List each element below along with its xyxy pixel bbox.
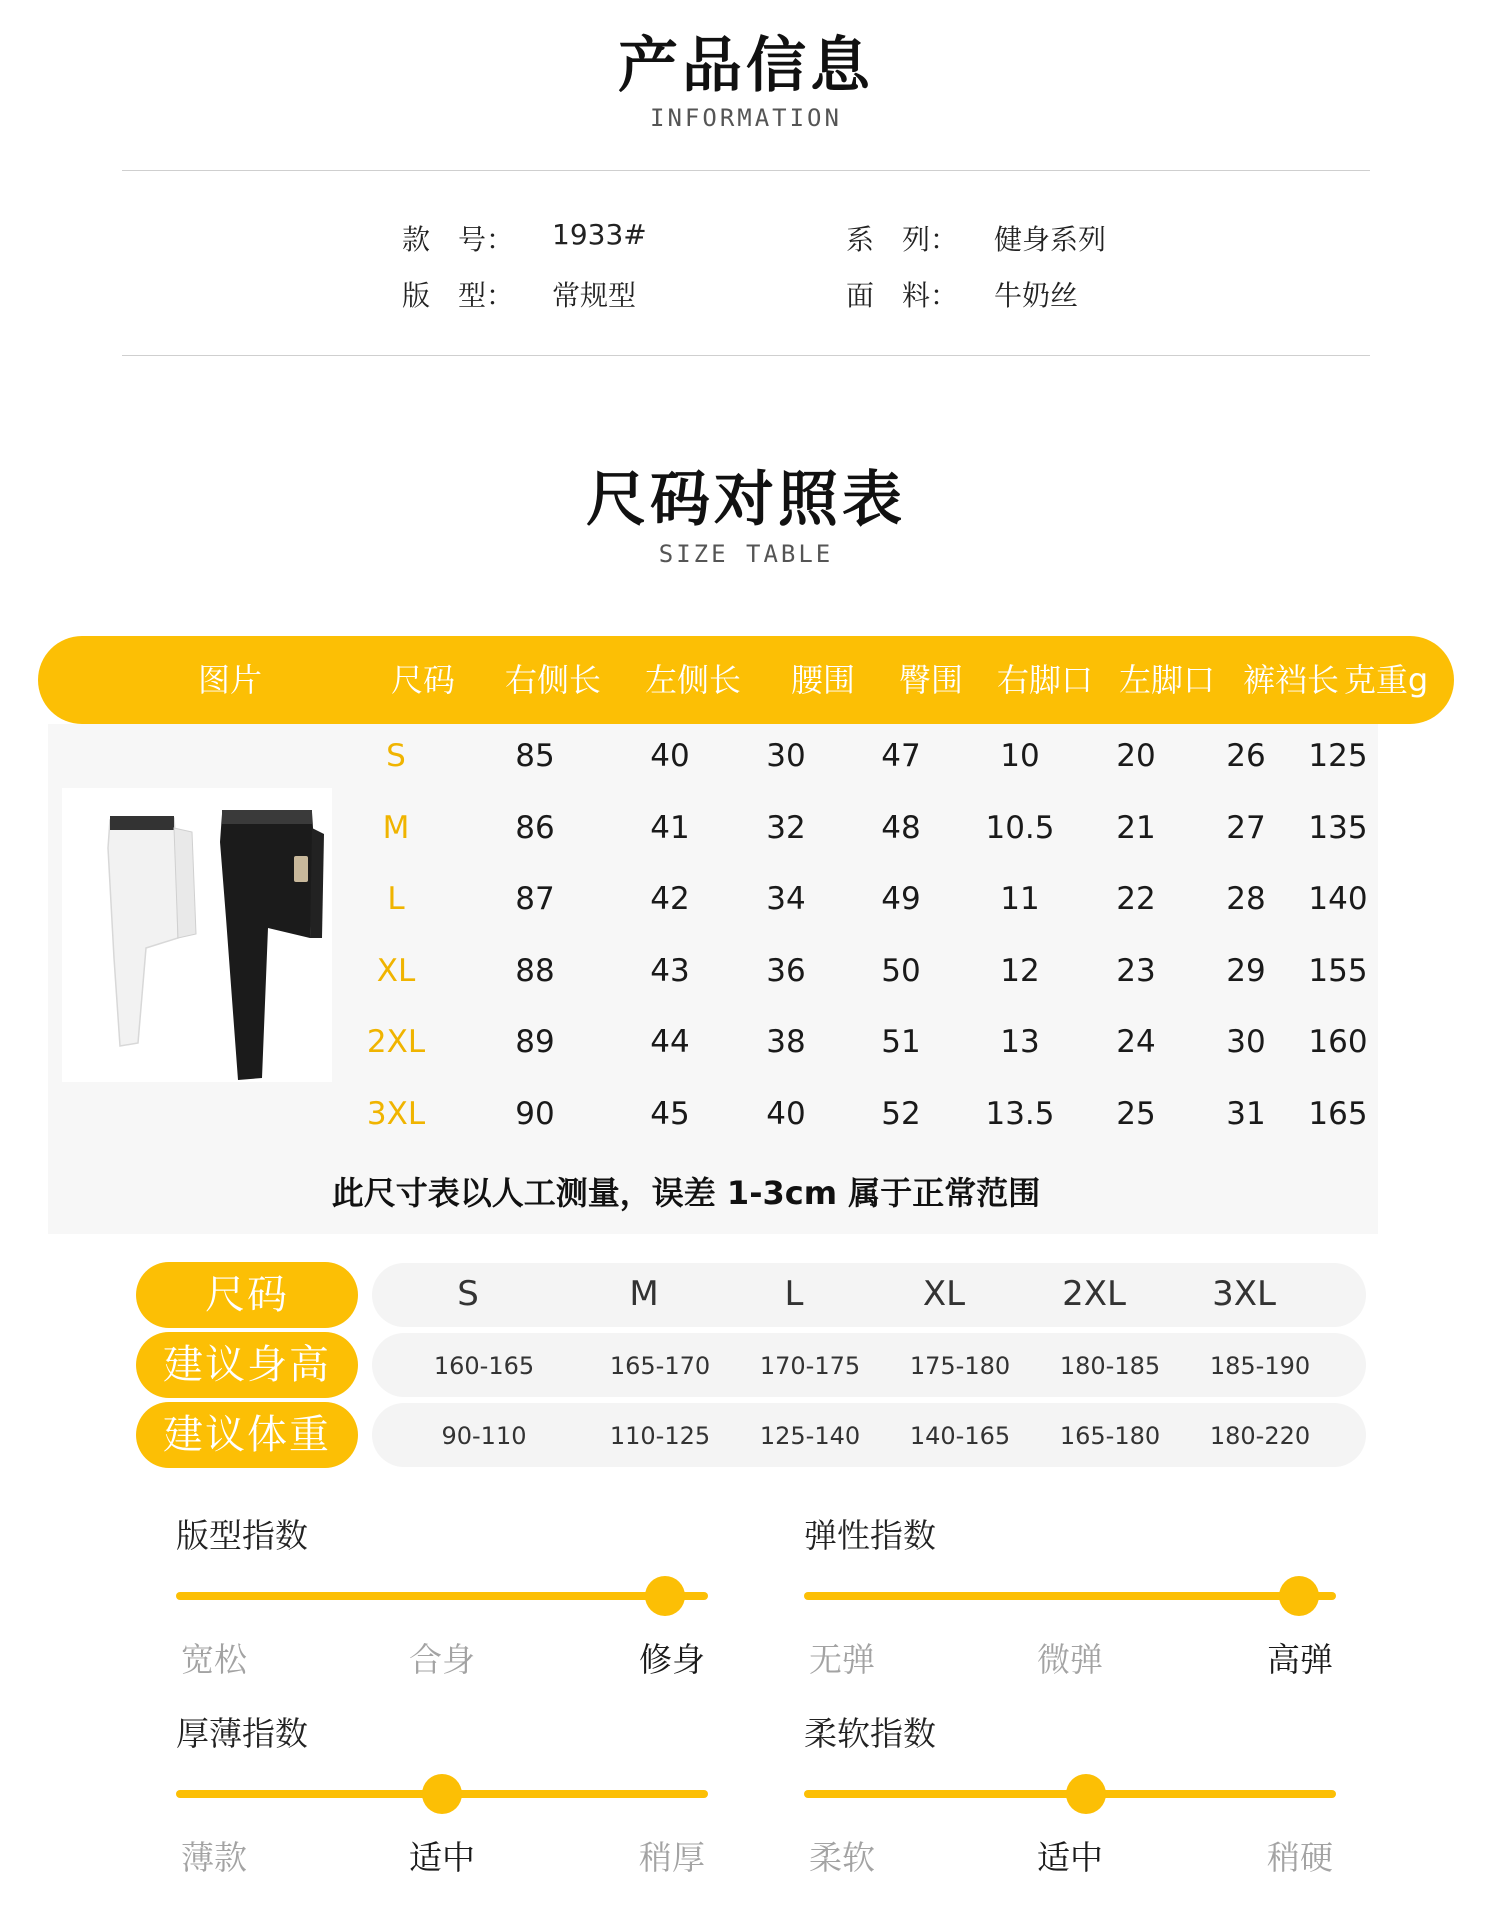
measure-cell: 30 [766, 738, 806, 774]
size-cell: M [382, 809, 410, 846]
measure-cell: 13.5 [985, 1095, 1055, 1132]
measure-cell: 40 [650, 738, 690, 774]
size-table-rows [0, 724, 1492, 1154]
index-option-label: 微弹 [1037, 1640, 1103, 1679]
index-title: 柔软指数 [804, 1714, 936, 1753]
index-option-label: 薄款 [181, 1838, 247, 1877]
measure-cell: 12 [1000, 952, 1040, 989]
recommend-value: XL [922, 1274, 966, 1314]
table-row [0, 810, 1492, 860]
table-row [0, 953, 1492, 1003]
recommend-value: 110-125 [609, 1422, 711, 1450]
measure-cell: 88 [515, 952, 555, 989]
recommend-label: 建议身高 [136, 1332, 358, 1398]
size-cell: 3XL [366, 1095, 426, 1132]
recommend-value: 160-165 [433, 1352, 535, 1380]
measure-cell: 140 [1308, 881, 1368, 917]
recommend-label: 建议体重 [136, 1402, 358, 1468]
recommend-value: 125-140 [759, 1422, 861, 1450]
measure-cell: 90 [515, 1095, 555, 1132]
index-track [804, 1592, 1336, 1600]
measure-cell: 41 [650, 809, 690, 846]
measure-cell: 87 [515, 881, 555, 917]
index-block [176, 1708, 708, 1898]
header-weight: 克重g [1343, 661, 1429, 699]
table-row [0, 1024, 1492, 1074]
recommend-value: L [784, 1274, 804, 1314]
measure-cell: 34 [766, 881, 806, 917]
index-knob [645, 1576, 685, 1616]
measure-cell: 49 [881, 881, 921, 917]
index-option-label: 宽松 [181, 1640, 247, 1679]
index-knob [1279, 1576, 1319, 1616]
fabric-label: 面 料： [846, 279, 959, 312]
fit-value: 常规型 [552, 279, 637, 312]
measure-cell: 51 [881, 1024, 921, 1060]
header-picture: 图片 [197, 661, 262, 699]
index-block [804, 1510, 1336, 1700]
measure-cell: 38 [766, 1024, 806, 1060]
measure-cell: 24 [1116, 1024, 1156, 1060]
index-option-label: 修身 [639, 1640, 705, 1679]
divider-top [122, 170, 1370, 171]
size-cell: S [386, 738, 406, 774]
measure-cell: 42 [650, 881, 690, 917]
measure-cell: 89 [515, 1024, 555, 1060]
measure-cell: 45 [650, 1095, 690, 1132]
index-block [176, 1510, 708, 1700]
measure-cell: 44 [650, 1024, 690, 1060]
measure-cell: 135 [1308, 809, 1368, 846]
index-track [176, 1592, 708, 1600]
index-option-label: 适中 [409, 1838, 475, 1877]
measure-cell: 10 [1000, 738, 1040, 774]
recommend-value: M [629, 1274, 659, 1314]
measure-cell: 85 [515, 738, 555, 774]
recommend-value: 3XL [1212, 1274, 1276, 1314]
index-option-label: 稍厚 [639, 1838, 705, 1877]
series-label: 系 列： [846, 223, 959, 256]
recommend-table [0, 1262, 1492, 1482]
size-cell: XL [376, 952, 416, 989]
table-row [0, 738, 1492, 788]
recommend-value: 185-190 [1209, 1352, 1311, 1380]
recommend-value: 180-185 [1059, 1352, 1161, 1380]
table-row [0, 1096, 1492, 1146]
measure-cell: 30 [1226, 1024, 1266, 1060]
size-subtitle: SIZE TABLE [658, 540, 834, 568]
index-knob [1066, 1774, 1106, 1814]
measure-cell: 27 [1226, 809, 1266, 846]
measure-cell: 28 [1226, 881, 1266, 917]
measure-cell: 22 [1116, 881, 1156, 917]
measure-cell: 25 [1116, 1095, 1156, 1132]
measure-cell: 23 [1116, 952, 1156, 989]
measure-cell: 43 [650, 952, 690, 989]
model-label: 款 号： [402, 223, 515, 256]
measure-cell: 47 [881, 738, 921, 774]
measure-cell: 29 [1226, 952, 1266, 989]
recommend-label: 尺码 [136, 1262, 358, 1328]
size-cell: L [387, 881, 405, 917]
measure-cell: 21 [1116, 809, 1156, 846]
fit-label: 版 型： [402, 279, 515, 312]
recommend-value: 2XL [1062, 1274, 1126, 1314]
measure-cell: 10.5 [985, 809, 1055, 846]
fabric-value: 牛奶丝 [994, 279, 1079, 312]
index-knob [422, 1774, 462, 1814]
header-size: 尺码 [390, 661, 455, 699]
measure-cell: 32 [766, 809, 806, 846]
info-title: 产品信息 [618, 31, 874, 101]
index-option-label: 无弹 [809, 1640, 875, 1679]
recommend-value: 170-175 [759, 1352, 861, 1380]
recommend-value: 180-220 [1209, 1422, 1311, 1450]
index-option-label: 稍硬 [1267, 1838, 1333, 1877]
measure-cell: 165 [1308, 1095, 1368, 1132]
header-waist: 腰围 [790, 661, 855, 699]
info-row-1 [0, 218, 1492, 258]
header-left-hem: 左脚口 [1118, 661, 1215, 699]
index-panel [0, 1510, 1492, 1910]
header-right-hem: 右脚口 [996, 661, 1093, 699]
measure-cell: 40 [766, 1095, 806, 1132]
size-table-header [38, 636, 1454, 724]
info-subtitle: INFORMATION [650, 104, 842, 132]
index-option-label: 高弹 [1267, 1640, 1333, 1679]
header-left-length: 左侧长 [644, 661, 741, 699]
measure-cell: 31 [1226, 1095, 1266, 1132]
size-title: 尺码对照表 [586, 465, 906, 535]
recommend-value: 165-180 [1059, 1422, 1161, 1450]
measure-cell: 125 [1308, 738, 1368, 774]
index-title: 弹性指数 [804, 1516, 936, 1555]
index-option-label: 柔软 [809, 1838, 875, 1877]
measure-cell: 26 [1226, 738, 1266, 774]
recommend-value: 90-110 [441, 1422, 527, 1450]
header-hip: 臀围 [898, 661, 963, 699]
size-cell: 2XL [366, 1024, 426, 1060]
measure-cell: 13 [1000, 1024, 1040, 1060]
measure-cell: 36 [766, 952, 806, 989]
index-block [804, 1708, 1336, 1898]
recommend-value: 165-170 [609, 1352, 711, 1380]
recommend-value: 140-165 [909, 1422, 1011, 1450]
measure-cell: 48 [881, 809, 921, 846]
index-option-label: 适中 [1037, 1838, 1103, 1877]
measure-cell: 86 [515, 809, 555, 846]
measure-cell: 52 [881, 1095, 921, 1132]
series-value: 健身系列 [994, 223, 1107, 256]
measure-cell: 20 [1116, 738, 1156, 774]
info-row-2 [0, 274, 1492, 314]
recommend-value: S [457, 1274, 479, 1314]
model-value: 1933# [552, 218, 647, 251]
index-option-label: 合身 [409, 1640, 475, 1679]
measure-cell: 160 [1308, 1024, 1368, 1060]
measurement-note: 此尺寸表以人工测量，误差 1-3cm 属于正常范围 [331, 1174, 1041, 1212]
index-title: 厚薄指数 [176, 1714, 308, 1753]
table-row [0, 881, 1492, 931]
divider-bottom [122, 355, 1370, 356]
index-title: 版型指数 [176, 1516, 308, 1555]
measure-cell: 11 [1000, 881, 1040, 917]
measure-cell: 155 [1308, 952, 1368, 989]
header-right-length: 右侧长 [504, 661, 601, 699]
header-crotch: 裤裆长 [1242, 661, 1339, 699]
measure-cell: 50 [881, 952, 921, 989]
recommend-value: 175-180 [909, 1352, 1011, 1380]
